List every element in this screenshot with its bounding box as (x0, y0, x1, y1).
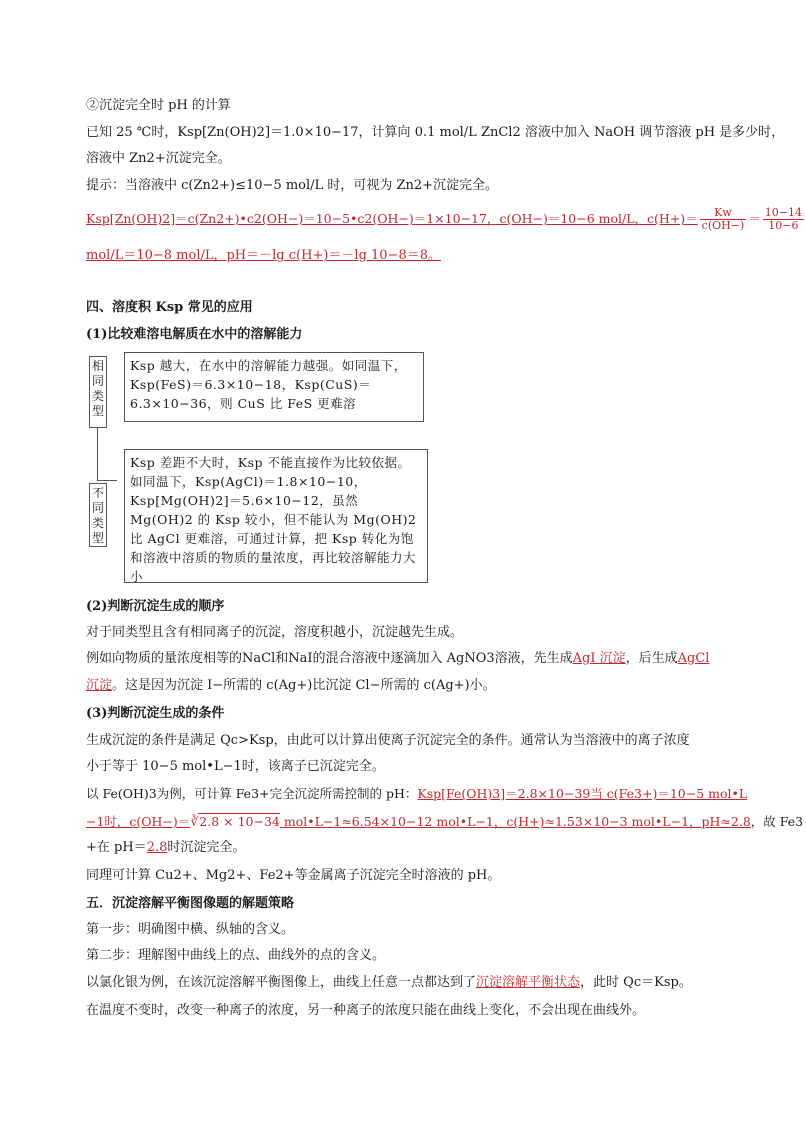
answer-equilibrium-state: 沉淀溶解平衡状态 (476, 975, 581, 990)
answer-agcl: AgCl (677, 651, 710, 666)
sub3-paragraph-line-4 (86, 812, 803, 832)
section4-sub3: (3)判断沉淀生成的条件 (86, 706, 225, 721)
sub3-text-g: 时沉淀完全。 (167, 840, 246, 855)
section4-sub2: (2)判断沉淀生成的顺序 (86, 599, 225, 614)
fraction-kw-numerator: Kw (700, 207, 747, 220)
sub2-text-c: ，后生成 (625, 651, 678, 666)
sub3-paragraph-line-3 (86, 784, 747, 804)
ph-answer-text: Ksp[Zn(OH)2]＝c(Zn2+)•c2(OH−)＝10−5•c2(OH−)＝1×10−17，c(OH−)＝10−6 mol/L，c(H+)＝ (86, 211, 698, 226)
ph-answer-line-2 (86, 246, 441, 266)
answer-agi: AgI 沉淀 (572, 651, 626, 666)
answer-ksp-fe: Ksp[Fe(OH)3]＝2.8×10−39当 c(Fe3+)＝10−5 mol•L (417, 786, 748, 801)
section5-step2: 第二步：理解图中曲线上的点、曲线外的点的含义。 (86, 948, 386, 963)
ph-hint: 提示：当溶液中 c(Zn2+)≤10−5 mol/L 时，可视为 Zn2+沉淀完全。 (86, 178, 499, 193)
sub2-paragraph-line-1: 对于同类型且含有相同离子的沉淀，溶度积越小，沉淀越先生成。 (86, 625, 464, 640)
diagram-connector-vertical (97, 428, 98, 480)
fraction-kw (700, 207, 747, 232)
box-different-type: Ksp 差距不大时，Ksp 不能直接作为比较依据。如同温下，Ksp(AgCl)＝1.8×10−10，Ksp[Mg(OH)2]＝5.6×10−12，虽然 Mg(OH)2 的 Ksp 较小，但不能认为 Mg(OH)2 比 AgCl 更难溶，可通过计算，把 Ksp 转化为饱和溶液中溶质的物质的量浓度，再比较溶解能力大小 (124, 449, 428, 583)
label-same-type: 相同类型 (89, 356, 107, 428)
answer-ph-value: 2.8 (146, 840, 168, 855)
answer-agcl-cont: 沉淀 (86, 678, 113, 693)
cube-root-icon: ∛ (190, 814, 199, 829)
sub3-text-e: ，故 Fe3 (750, 814, 804, 829)
sub2-paragraph-line-3 (86, 676, 496, 696)
section5-paragraph-line-2: 在温度不变时，改变一种离子的浓度，另一种离子的浓度只能在曲线上变化，不会出现在曲线外。 (86, 1003, 646, 1018)
section4-sub1: (1)比较难溶电解质在水中的溶解能力 (86, 327, 303, 342)
section4-heading: 四、溶度积 Ksp 常见的应用 (86, 300, 253, 315)
section5-paragraph-line-1 (86, 973, 692, 993)
sub3-text-a: 以 Fe(OH)3为例，可计算 Fe3+完全沉淀所需控制的 pH： (86, 786, 418, 801)
section5-heading: 五．沉淀溶解平衡图像题的解题策略 (86, 896, 295, 911)
fraction-kw-denominator: c(OH−) (701, 219, 745, 232)
sub2-text-a: 例如向物质的量浓度相等的NaCl和NaI的混合溶液中逐滴加入 AgNO3溶液，先生成 (86, 651, 573, 666)
box-same-type: Ksp 越大，在水中的溶解能力越强。如同温下，Ksp(FeS)＝6.3×10−18，Ksp(CuS)＝6.3×10−36，则 CuS 比 FeS 更难溶 (124, 352, 424, 422)
sub3-paragraph-line-1: 生成沉淀的条件是满足 Qc>Ksp，由此可以计算出使离子沉淀完全的条件。通常认为当溶液中的离子浓度 (86, 733, 690, 748)
section5-step1: 第一步：明确图中横、纵轴的含义。 (86, 922, 295, 937)
fraction-value-numerator: 10−14 (764, 206, 802, 219)
fraction-value (763, 207, 804, 232)
section5-text-c: ，此时 Qc＝Ksp。 (580, 975, 692, 990)
ph-answer-equals: ＝ (748, 211, 761, 226)
sub3-paragraph-line-2: 小于等于 10−5 mol•L−1时，该离子已沉淀完全。 (86, 759, 385, 774)
diagram-connector-horizontal (97, 480, 117, 481)
sub2-paragraph-line-2 (86, 649, 709, 669)
sub3-text-f: +在 pH＝ (86, 840, 147, 855)
answer-coh-b: mol•L−1≈6.54×10−12 mol•L−1，c(H+)≈1.53×10−3 mol•L−1，pH≈2.8 (279, 814, 751, 829)
sub2-text-reason: 。这是因为沉淀 I−所需的 c(Ag+)比沉淀 Cl−所需的 c(Ag+)小。 (112, 678, 496, 693)
section5-text-a: 以氯化银为例，在该沉淀溶解平衡图像上，曲线上任意一点都达到了 (86, 975, 477, 990)
fraction-value-denominator: 10−6 (768, 219, 799, 232)
ph-question-line-2: 溶液中 Zn2+沉淀完全。 (86, 151, 231, 166)
ph-question-line-1: 已知 25 ℃时，Ksp[Zn(OH)2]＝1.0×10−17，计算向 0.1 mol/L ZnCl2 溶液中加入 NaOH 调节溶液 pH 是多少时， (86, 125, 785, 140)
ph-answer-line-1 (86, 207, 806, 232)
answer-coh-a: −1时，c(OH−)＝ (86, 814, 191, 829)
ph-heading: ②沉淀完全时 pH 的计算 (86, 98, 231, 113)
answer-cube-root-arg: 2.8 × 10−34 (199, 814, 280, 829)
sub3-paragraph-line-5 (86, 838, 245, 858)
label-different-type: 不同类型 (89, 483, 107, 547)
sub3-paragraph-line-6: 同理可计算 Cu2+、Mg2+、Fe2+等金属离子沉淀完全时溶液的 pH。 (86, 868, 501, 883)
ph-answer-result: mol/L＝10−8 mol/L，pH＝－lg c(H+)＝－lg 10−8＝8。 (86, 248, 441, 263)
